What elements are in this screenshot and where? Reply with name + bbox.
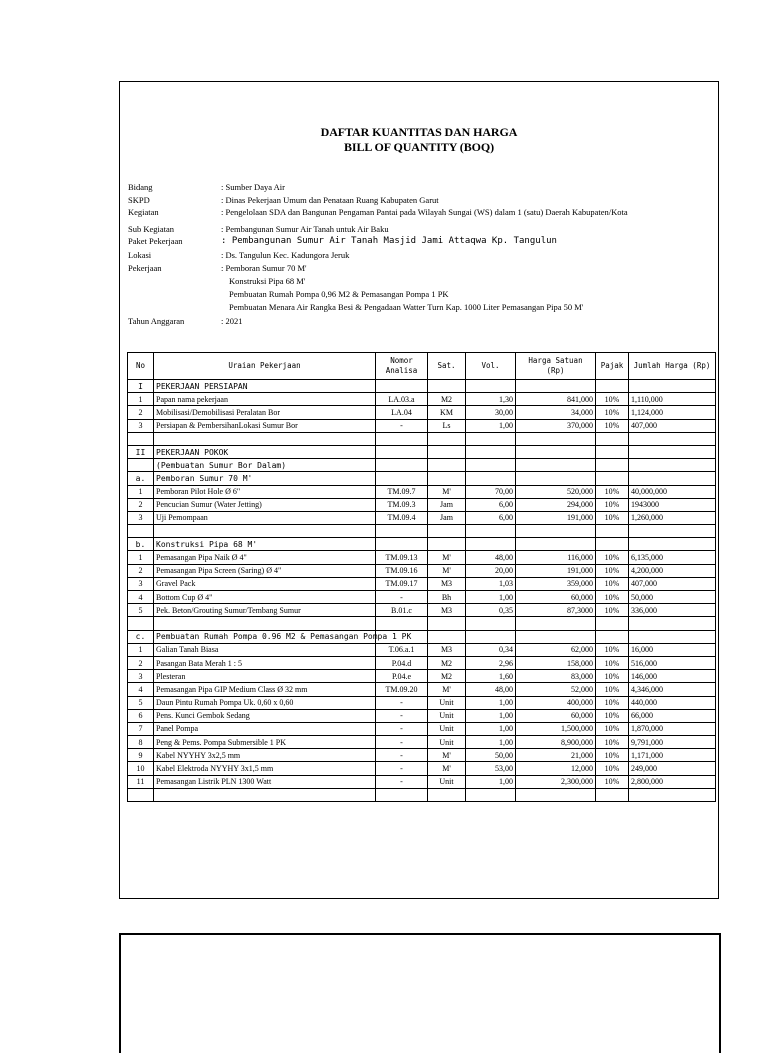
cell-uraian: Uji Pemompaan [154, 511, 376, 524]
cell-jumlah: 16,000 [629, 643, 716, 656]
cell-no: 1 [128, 551, 154, 564]
cell-pajak: 10% [596, 406, 629, 419]
cell-sat: Bh [428, 591, 466, 604]
cell-sat: M' [428, 749, 466, 762]
table-row [128, 722, 716, 735]
cell-vol: 1,30 [466, 393, 516, 406]
rows-konstruksi [128, 551, 716, 617]
cell-pajak: 10% [596, 775, 629, 788]
cell-harga: 2,300,000 [516, 775, 596, 788]
cell-no: 3 [128, 511, 154, 524]
cell-sat: KM [428, 406, 466, 419]
table-row [128, 485, 716, 498]
document-title: DAFTAR KUANTITAS DAN HARGA [320, 125, 518, 139]
cell-no: 3 [128, 670, 154, 683]
cell-sat: M' [428, 762, 466, 775]
cell-analisa: - [376, 419, 428, 432]
cell-sat: Unit [428, 722, 466, 735]
cell-jumlah: 249,000 [629, 762, 716, 775]
header-harga: Harga Satuan (Rp) [516, 353, 596, 380]
cell-vol: 1,00 [466, 696, 516, 709]
cell-sat: M' [428, 551, 466, 564]
cell-harga: 294,000 [516, 498, 596, 511]
cell-pajak: 10% [596, 485, 629, 498]
rows-pemboran [128, 485, 716, 525]
cell-analisa: - [376, 736, 428, 749]
cell-uraian: Pemasangan Pipa Screen (Saring) Ø 4" [154, 564, 376, 577]
cell-vol: 30,00 [466, 406, 516, 419]
cell-pajak: 10% [596, 511, 629, 524]
table-row [128, 709, 716, 722]
cell-jumlah: 9,791,000 [629, 736, 716, 749]
subsection-row: c. Pembuatan Rumah Pompa 0.96 M2 & Pemasangan Pompa 1 PK [128, 630, 716, 643]
cell-sat: M' [428, 683, 466, 696]
cell-analisa: LA.03.a [376, 393, 428, 406]
cell-pajak: 10% [596, 564, 629, 577]
cell-harga: 191,000 [516, 564, 596, 577]
cell-sat: M3 [428, 577, 466, 590]
table-row [128, 577, 716, 590]
cell-no: 11 [128, 775, 154, 788]
cell-harga: 60,000 [516, 591, 596, 604]
cell-no: 1 [128, 485, 154, 498]
cell-vol: 50,00 [466, 749, 516, 762]
cell-pajak: 10% [596, 670, 629, 683]
section-row: I PEKERJAAN PERSIAPAN [128, 380, 716, 393]
cell-jumlah: 6,135,000 [629, 551, 716, 564]
spacer-row [128, 617, 716, 630]
cell-jumlah: 336,000 [629, 604, 716, 617]
cell-pajak: 10% [596, 762, 629, 775]
rows-rumah-pompa [128, 643, 716, 788]
table-row [128, 498, 716, 511]
cell-pajak: 10% [596, 749, 629, 762]
cell-vol: 1,00 [466, 709, 516, 722]
cell-uraian: Kabel Elektroda NYYHY 3x1,5 mm [154, 762, 376, 775]
cell-no: 4 [128, 591, 154, 604]
header-sat: Sat. [428, 353, 466, 380]
section-note-row: (Pembuatan Sumur Bor Dalam) [128, 459, 716, 472]
cell-analisa: - [376, 722, 428, 735]
cell-jumlah: 1,870,000 [629, 722, 716, 735]
cell-sat: Unit [428, 736, 466, 749]
document-page: DAFTAR KUANTITAS DAN HARGA BILL OF QUANTITY (BOQ) Bidang : Sumber Daya Air SKPD : Dinas Pekerjaan Umum dan Penataan Ruang Kabupaten Garut Kegiatan : Pengelolaan SDA dan Bangunan Pengaman Pantai pada Wilayah Sungai (WS) dalam 1 (satu) Daerah Kabupaten/Kota Sub Kegiatan : Pembangunan Sumur Air Tanah untuk Air Baku Paket Pekerjaan : Pembangunan Sumur Air Tanah Masjid Jami Attaqwa Kp. Tangulun Lokasi : Ds. Tangulun Kec. Kadungora Jeruk Pekerjaan : Pemboran Sumur 70 M' Konstruksi Pipa 68 M' Pembuatan Rumah Pompa 0,96 M2 & Pemasangan Pompa 1 PK Pembuatan Menara Air Rangka Besi & Pengadaan Watter Turn Kap. 1000 Liter Pemasangan Pipa 50 M' Tahun Anggaran : 2021 No Uraian Pekerjaan Nomor Analisa Sat. Vol. Harga Satuan (Rp) Pajak Jumlah Harga (Rp) I PEKERJAAN PERSIAPAN 1 Papan nama pekerjaan LA.03.a M2 1,30 841,000 10% 1,110,000 2 Mobilisasi/Demobilisasi Peralatan Bor LA.04 KM 30,00 34,000 10% 1,124,000 3 Persiapan & PembersihanLokasi Sumur Bor - Ls 1,00 370,000 10% 407,000 II PEKERJAAN POKOK (Pembuatan Sumur Bor Dalam) a. Pemboran Sumur 70 M' 1 Pemboran Pilot Hole Ø 6" TM.09.7 M' 70,00 520,000 10% 40,000,000 2 Pencucian Sumur (Water Jetting) TM.09.3 Jam 6,00 294,000 10% 1943000 3 Uji Pemompaan TM.09.4 Jam 6,00 191,000 10% 1,260,000 b. Konstruksi Pipa 68 M' 1 Pemasangan Pipa Naik Ø 4" TM.09.13 M' 48,00 116,000 10% 6,135,000 2 Pemasangan Pipa Screen (Saring) Ø 4" TM.09.16 M' 20,00 191,000 10% 4,200,000 3 Gravel Pack TM.09.17 M3 1,03 359,000 10% 407,000 4 Bottom Cup Ø 4" - Bh 1,00 60,000 10% 50,000 5 Pek. Beton/Grouting Sumur/Tembang Sumur B.01.c M3 0,35 87,3000 10% 336,000 c. Pembuatan Rumah Pompa 0.96 M2 & Pemasangan Pompa 1 PK 1 Galian Tanah Biasa T.06.a.1 M3 0,34 62,000 10% 16,000 2 Pasangan Bata Merah 1 : 5 P.04.d M2 2,96 158,000 10% 516,000 3 Plesteran P.04.e M2 1,60 83,000 10% 146,000 4 Pemasangan Pipa GIP Medium Class Ø 32 mm TM.09.20 M' 48,00 52,000 10% 4,346,000 5 Daun Pintu Rumah Pompa Uk. 0,60 x 0,60 - Unit 1,00 400,000 10% 440,000 6 Pens. Kunci Gembok Sedang - Unit 1,00 60,000 10% 66,000 7 Panel Pompa - Unit 1,00 1,500,000 10% 1,870,000 8 Peng & Pems. Pompa Submersible 1 PK - Unit 1,00 8,900,000 10% 9,791,000 9 Kabel NYYHY 3x2,5 mm - M' 50,00 21,000 10% 1,171,000 10 Kabel Elektroda NYYHY 3x1,5 mm - M' 53,00 12,000 10% 249,000 11 Pemasangan Listrik PLN 1300 Watt - Unit 1,00 2,300,000 10% 2,800,000 [119, 81, 719, 899]
cell-pajak: 10% [596, 643, 629, 656]
cell-pajak: 10% [596, 736, 629, 749]
cell-uraian: Pencucian Sumur (Water Jetting) [154, 498, 376, 511]
cell-harga: 158,000 [516, 656, 596, 669]
header-analisa: Nomor Analisa [376, 353, 428, 380]
table-row [128, 749, 716, 762]
cell-jumlah: 2,800,000 [629, 775, 716, 788]
cell-pajak: 10% [596, 709, 629, 722]
table-row [128, 551, 716, 564]
cell-pajak: 10% [596, 498, 629, 511]
cell-sat: M2 [428, 393, 466, 406]
cell-vol: 1,03 [466, 577, 516, 590]
cell-sat: M2 [428, 670, 466, 683]
cell-sat: Jam [428, 511, 466, 524]
cell-sat: Ls [428, 419, 466, 432]
cell-no: 2 [128, 406, 154, 419]
cell-harga: 60,000 [516, 709, 596, 722]
cell-jumlah: 1,124,000 [629, 406, 716, 419]
cell-pajak: 10% [596, 604, 629, 617]
table-row [128, 670, 716, 683]
cell-analisa: P.04.e [376, 670, 428, 683]
cell-analisa: TM.09.7 [376, 485, 428, 498]
cell-vol: 0,35 [466, 604, 516, 617]
cell-vol: 2,96 [466, 656, 516, 669]
spacer-row [128, 525, 716, 538]
cell-harga: 83,000 [516, 670, 596, 683]
cell-no: 1 [128, 393, 154, 406]
cell-pajak: 10% [596, 696, 629, 709]
cell-sat: M3 [428, 604, 466, 617]
section-row: II PEKERJAAN POKOK [128, 445, 716, 458]
table-row [128, 419, 716, 432]
cell-uraian: Pemasangan Pipa GIP Medium Class Ø 32 mm [154, 683, 376, 696]
cell-uraian: Papan nama pekerjaan [154, 393, 376, 406]
cell-jumlah: 407,000 [629, 577, 716, 590]
table-row [128, 643, 716, 656]
cell-jumlah: 516,000 [629, 656, 716, 669]
cell-harga: 370,000 [516, 419, 596, 432]
cell-uraian: Pemboran Pilot Hole Ø 6" [154, 485, 376, 498]
document-subtitle: BILL OF QUANTITY (BOQ) [344, 140, 494, 154]
cell-pajak: 10% [596, 722, 629, 735]
table-row [128, 762, 716, 775]
cell-sat: M3 [428, 643, 466, 656]
cell-analisa: - [376, 709, 428, 722]
cell-vol: 1,00 [466, 736, 516, 749]
cell-uraian: Pek. Beton/Grouting Sumur/Tembang Sumur [154, 604, 376, 617]
header-jumlah: Jumlah Harga (Rp) [629, 353, 716, 380]
cell-uraian: Peng & Pems. Pompa Submersible 1 PK [154, 736, 376, 749]
cell-pajak: 10% [596, 591, 629, 604]
cell-no: 3 [128, 419, 154, 432]
cell-analisa: TM.09.4 [376, 511, 428, 524]
cell-no: 2 [128, 564, 154, 577]
cell-analisa: - [376, 762, 428, 775]
cell-harga: 1,500,000 [516, 722, 596, 735]
cell-vol: 1,00 [466, 775, 516, 788]
cell-analisa: TM.09.20 [376, 683, 428, 696]
cell-uraian: Galian Tanah Biasa [154, 643, 376, 656]
next-page [119, 933, 721, 1053]
cell-sat: M' [428, 485, 466, 498]
table-row [128, 683, 716, 696]
cell-no: 10 [128, 762, 154, 775]
table-row [128, 393, 716, 406]
cell-no: 5 [128, 696, 154, 709]
cell-uraian: Pemasangan Listrik PLN 1300 Watt [154, 775, 376, 788]
cell-uraian: Kabel NYYHY 3x2,5 mm [154, 749, 376, 762]
cell-no: 8 [128, 736, 154, 749]
cell-no: 2 [128, 656, 154, 669]
spacer-row [128, 788, 716, 801]
cell-no: 3 [128, 577, 154, 590]
cell-jumlah: 4,346,000 [629, 683, 716, 696]
cell-jumlah: 440,000 [629, 696, 716, 709]
cell-uraian: Mobilisasi/Demobilisasi Peralatan Bor [154, 406, 376, 419]
cell-no: 7 [128, 722, 154, 735]
cell-analisa: - [376, 591, 428, 604]
cell-no: 4 [128, 683, 154, 696]
boq-table [127, 352, 716, 802]
cell-vol: 20,00 [466, 564, 516, 577]
cell-pajak: 10% [596, 419, 629, 432]
cell-sat: Unit [428, 775, 466, 788]
cell-vol: 1,00 [466, 722, 516, 735]
cell-sat: M' [428, 564, 466, 577]
table-row [128, 591, 716, 604]
cell-harga: 12,000 [516, 762, 596, 775]
cell-no: 9 [128, 749, 154, 762]
cell-pajak: 10% [596, 683, 629, 696]
header-pajak: Pajak [596, 353, 629, 380]
cell-uraian: Pens. Kunci Gembok Sedang [154, 709, 376, 722]
cell-harga: 400,000 [516, 696, 596, 709]
spacer-row [128, 432, 716, 445]
subsection-row: a. Pemboran Sumur 70 M' [128, 472, 716, 485]
cell-harga: 87,3000 [516, 604, 596, 617]
cell-sat: M2 [428, 656, 466, 669]
table-row [128, 511, 716, 524]
table-row [128, 656, 716, 669]
rows-persiapan [128, 393, 716, 433]
cell-vol: 53,00 [466, 762, 516, 775]
cell-sat: Unit [428, 709, 466, 722]
subsection-row: b. Konstruksi Pipa 68 M' [128, 538, 716, 551]
cell-analisa: TM.09.16 [376, 564, 428, 577]
cell-analisa: TM.09.17 [376, 577, 428, 590]
cell-analisa: - [376, 775, 428, 788]
cell-jumlah: 50,000 [629, 591, 716, 604]
cell-sat: Jam [428, 498, 466, 511]
cell-analisa: B.01.c [376, 604, 428, 617]
cell-uraian: Persiapan & PembersihanLokasi Sumur Bor [154, 419, 376, 432]
cell-pajak: 10% [596, 577, 629, 590]
cell-harga: 34,000 [516, 406, 596, 419]
cell-analisa: TM.09.13 [376, 551, 428, 564]
cell-vol: 48,00 [466, 551, 516, 564]
cell-vol: 1,00 [466, 591, 516, 604]
cell-no: 5 [128, 604, 154, 617]
table-row [128, 775, 716, 788]
cell-jumlah: 407,000 [629, 419, 716, 432]
table-row [128, 604, 716, 617]
cell-harga: 359,000 [516, 577, 596, 590]
table-row [128, 564, 716, 577]
cell-jumlah: 1,110,000 [629, 393, 716, 406]
cell-harga: 520,000 [516, 485, 596, 498]
cell-analisa: T.06.a.1 [376, 643, 428, 656]
table-header-row [128, 353, 716, 380]
header-no: No [128, 353, 154, 380]
cell-vol: 48,00 [466, 683, 516, 696]
cell-pajak: 10% [596, 551, 629, 564]
cell-harga: 21,000 [516, 749, 596, 762]
cell-harga: 52,000 [516, 683, 596, 696]
cell-analisa: - [376, 749, 428, 762]
cell-uraian: Bottom Cup Ø 4" [154, 591, 376, 604]
cell-uraian: Pasangan Bata Merah 1 : 5 [154, 656, 376, 669]
cell-vol: 6,00 [466, 498, 516, 511]
cell-jumlah: 66,000 [629, 709, 716, 722]
cell-harga: 841,000 [516, 393, 596, 406]
cell-uraian: Gravel Pack [154, 577, 376, 590]
cell-vol: 1,60 [466, 670, 516, 683]
cell-uraian: Daun Pintu Rumah Pompa Uk. 0,60 x 0,60 [154, 696, 376, 709]
cell-analisa: - [376, 696, 428, 709]
cell-vol: 1,00 [466, 419, 516, 432]
cell-jumlah: 40,000,000 [629, 485, 716, 498]
cell-jumlah: 1,171,000 [629, 749, 716, 762]
cell-jumlah: 1943000 [629, 498, 716, 511]
cell-pajak: 10% [596, 656, 629, 669]
cell-harga: 116,000 [516, 551, 596, 564]
cell-harga: 8,900,000 [516, 736, 596, 749]
cell-no: 2 [128, 498, 154, 511]
table-row [128, 736, 716, 749]
table-row [128, 406, 716, 419]
header-uraian: Uraian Pekerjaan [154, 353, 376, 380]
cell-harga: 62,000 [516, 643, 596, 656]
cell-uraian: Panel Pompa [154, 722, 376, 735]
cell-uraian: Plesteran [154, 670, 376, 683]
cell-sat: Unit [428, 696, 466, 709]
cell-harga: 191,000 [516, 511, 596, 524]
cell-no: 1 [128, 643, 154, 656]
cell-uraian: Pemasangan Pipa Naik Ø 4" [154, 551, 376, 564]
cell-no: 6 [128, 709, 154, 722]
table-row [128, 696, 716, 709]
cell-analisa: LA.04 [376, 406, 428, 419]
cell-vol: 6,00 [466, 511, 516, 524]
cell-analisa: TM.09.3 [376, 498, 428, 511]
cell-vol: 70,00 [466, 485, 516, 498]
cell-analisa: P.04.d [376, 656, 428, 669]
cell-jumlah: 1,260,000 [629, 511, 716, 524]
cell-jumlah: 146,000 [629, 670, 716, 683]
cell-vol: 0,34 [466, 643, 516, 656]
header-vol: Vol. [466, 353, 516, 380]
cell-pajak: 10% [596, 393, 629, 406]
cell-jumlah: 4,200,000 [629, 564, 716, 577]
